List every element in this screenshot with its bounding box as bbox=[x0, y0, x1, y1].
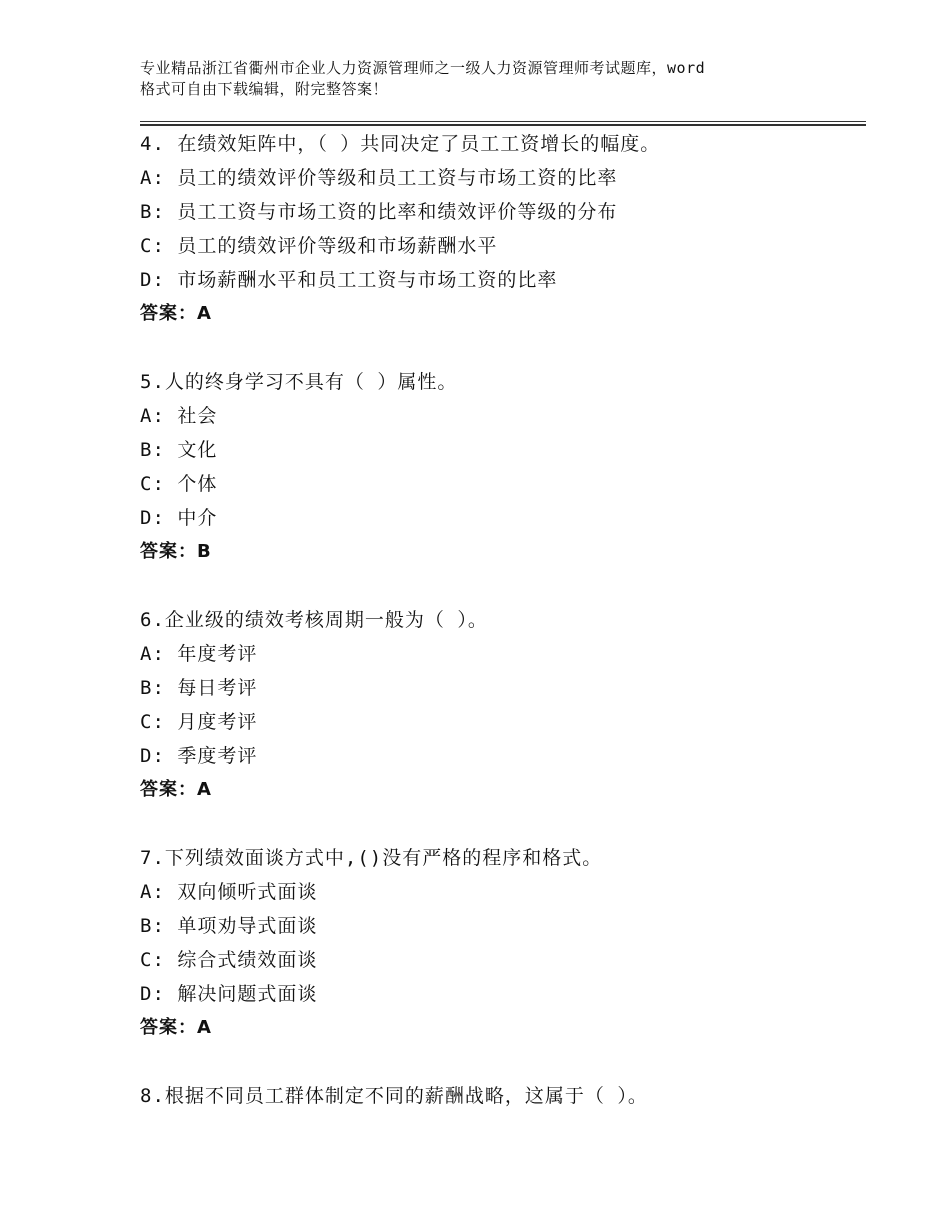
header-divider-thick bbox=[140, 124, 866, 126]
option-d: D: 中介 bbox=[140, 507, 218, 529]
question-stem: 4. 在绩效矩阵中，（ ）共同决定了员工工资增长的幅度。 bbox=[140, 133, 661, 155]
question-spacer bbox=[140, 569, 866, 603]
question-spacer bbox=[140, 1045, 866, 1079]
question-6 bbox=[140, 603, 866, 807]
question-spacer bbox=[140, 331, 866, 365]
question-stem: 6.企业级的绩效考核周期一般为（ ）。 bbox=[140, 609, 488, 631]
answer-label: 答案：A bbox=[140, 303, 212, 324]
question-8 bbox=[140, 1079, 866, 1113]
answer-label: 答案：A bbox=[140, 779, 212, 800]
answer-label: 答案：A bbox=[140, 1017, 212, 1038]
option-c: C: 综合式绩效面谈 bbox=[140, 949, 318, 971]
question-spacer bbox=[140, 807, 866, 841]
question-5 bbox=[140, 365, 866, 569]
question-7 bbox=[140, 841, 866, 1045]
question-stem: 8.根据不同员工群体制定不同的薪酬战略，这属于（ ）。 bbox=[140, 1085, 648, 1107]
header-line-1: 专业精品浙江省衢州市企业人力资源管理师之一级人力资源管理师考试题库，word bbox=[140, 59, 706, 77]
header-line-2: 格式可自由下载编辑，附完整答案！ bbox=[140, 80, 389, 98]
answer-label: 答案：B bbox=[140, 541, 212, 562]
question-list bbox=[140, 127, 866, 1113]
option-b: B: 员工工资与市场工资的比率和绩效评价等级的分布 bbox=[140, 201, 618, 223]
option-b: B: 单项劝导式面谈 bbox=[140, 915, 318, 937]
option-d: D: 市场薪酬水平和员工工资与市场工资的比率 bbox=[140, 269, 558, 291]
option-b: B: 每日考评 bbox=[140, 677, 258, 699]
option-a: A: 社会 bbox=[140, 405, 218, 427]
option-b: B: 文化 bbox=[140, 439, 218, 461]
question-stem: 5.人的终身学习不具有（ ）属性。 bbox=[140, 371, 458, 393]
option-a: A: 年度考评 bbox=[140, 643, 258, 665]
option-a: A: 员工的绩效评价等级和员工工资与市场工资的比率 bbox=[140, 167, 618, 189]
option-d: D: 季度考评 bbox=[140, 745, 258, 767]
question-4 bbox=[140, 127, 866, 331]
option-d: D: 解决问题式面谈 bbox=[140, 983, 318, 1005]
header-divider-thin bbox=[140, 121, 866, 122]
option-c: C: 个体 bbox=[140, 473, 218, 495]
option-a: A: 双向倾听式面谈 bbox=[140, 881, 318, 903]
option-c: C: 员工的绩效评价等级和市场薪酬水平 bbox=[140, 235, 498, 257]
question-stem: 7.下列绩效面谈方式中,()没有严格的程序和格式。 bbox=[140, 847, 603, 869]
option-c: C: 月度考评 bbox=[140, 711, 258, 733]
document-header bbox=[140, 58, 840, 100]
